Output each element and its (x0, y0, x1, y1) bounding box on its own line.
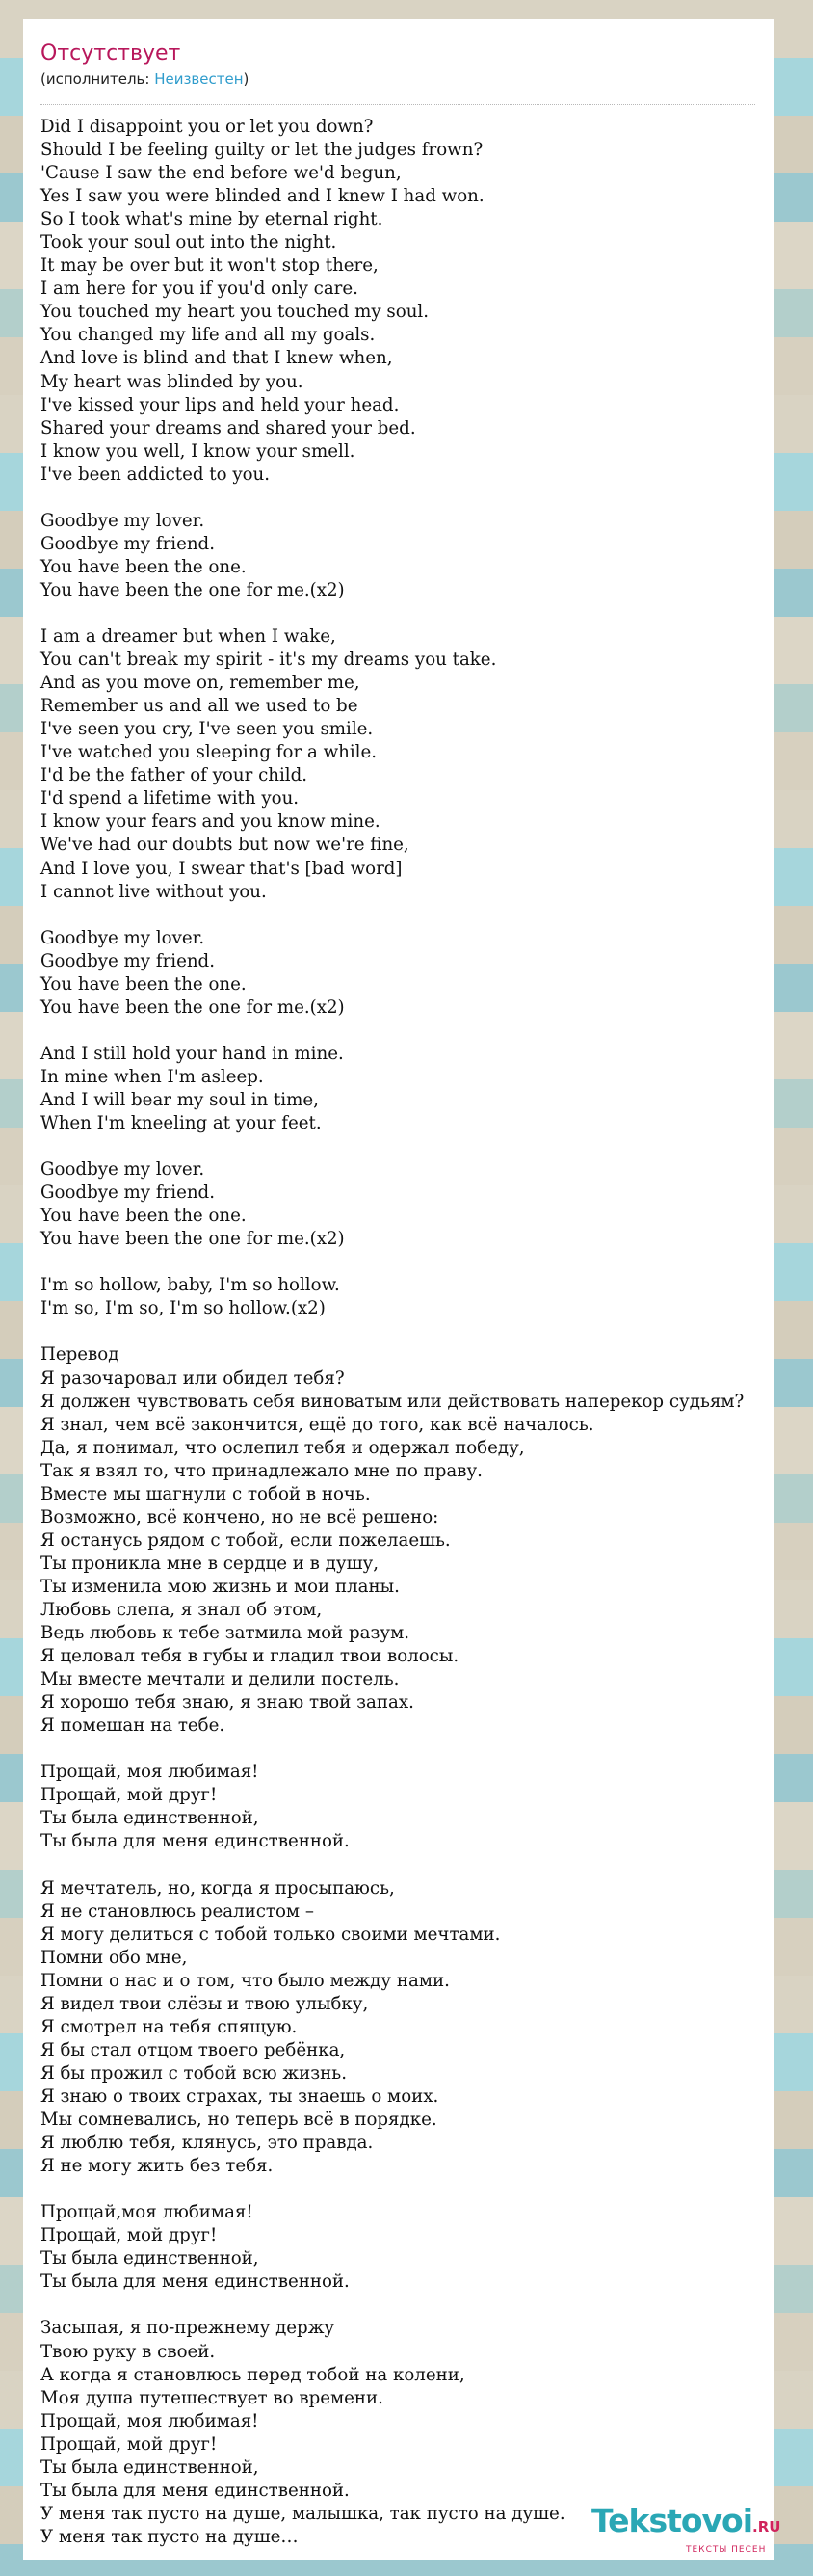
lyric-line: Ты была единственной, (40, 2456, 259, 2478)
lyric-line: Прощай, моя любимая! (40, 1762, 259, 1783)
lyric-line: You changed my life and all my goals. (40, 325, 376, 346)
lyric-line: Помни о нас и о том, что было между нами. (40, 1970, 450, 1991)
logo-wordmark (591, 2502, 781, 2544)
lyric-line: Я бы стал отцом твоего ребёнка, (40, 2039, 346, 2060)
lyric-line: Прощай, мой друг! (40, 2433, 218, 2455)
lyric-line: Помни обо мне, (40, 1947, 188, 1968)
lyric-line: Took your soul out into the night. (40, 232, 337, 253)
stanza-break (40, 1020, 744, 1043)
lyric-line: Should I be feeling guilty or let the judges frown? (40, 140, 484, 161)
lyric-line: I cannot live without you. (40, 881, 267, 902)
logo-suffix: .RU (752, 2518, 781, 2536)
lyric-line: Ты была единственной, (40, 2248, 259, 2270)
lyric-line: I'd spend a lifetime with you. (40, 788, 300, 810)
lyric-line: And love is blind and that I knew when, (40, 348, 393, 369)
song-header (40, 40, 755, 105)
stanza-break (40, 1738, 744, 1761)
lyric-line: Remember us and all we used to be (40, 696, 358, 717)
lyric-line: We've had our doubts but now we're fine, (40, 835, 409, 856)
lyric-line: You have been the one. (40, 1206, 247, 1227)
lyrics-text (40, 116, 744, 2549)
lyric-line: Перевод (40, 1344, 119, 1366)
lyric-line: Я мечтатель, но, когда я просыпаюсь, (40, 1877, 395, 1899)
lyric-line: Goodbye my lover. (40, 510, 205, 531)
lyric-line: Я не могу жить без тебя. (40, 2156, 274, 2177)
lyric-line: Goodbye my friend. (40, 533, 215, 554)
lyric-line: Я бы прожил с тобой всю жизнь. (40, 2062, 347, 2084)
lyric-line: You have been the one. (40, 973, 247, 995)
stanza-break (40, 1320, 744, 1343)
lyric-line: You touched my heart you touched my soul. (40, 302, 430, 323)
lyric-line: I know you well, I know your smell. (40, 440, 355, 462)
lyric-line: Я могу делиться с тобой только своими мечтами. (40, 1924, 501, 1945)
logo-tagline: ТЕКСТЫ ПЕСЕН (686, 2545, 767, 2555)
stanza-break (40, 904, 744, 927)
lyric-line: I've seen you cry, I've seen you smile. (40, 719, 374, 740)
lyric-line: I'd be the father of your child. (40, 765, 308, 786)
lyric-line: You can't break my spirit - it's my dreams you take. (40, 650, 497, 671)
lyric-line: Ты проникла мне в сердце и в душу, (40, 1553, 379, 1574)
site-logo[interactable] (591, 2502, 781, 2555)
lyric-line: Я помешан на тебе. (40, 1715, 225, 1737)
lyric-line: My heart was blinded by you. (40, 371, 303, 392)
lyric-line: Ты изменила мою жизнь и мои планы. (40, 1576, 400, 1597)
lyrics-panel (23, 19, 781, 2560)
lyric-line: Вместе мы шагнули с тобой в ночь. (40, 1483, 371, 1504)
lyric-line: Ты была для меня единственной. (40, 2480, 350, 2501)
lyric-line: Я знаю о твоих страхах, ты знаешь о моих. (40, 2085, 439, 2107)
lyric-line: Ведь любовь к тебе затмила мой разум. (40, 1623, 409, 1644)
lyric-line: Shared your dreams and shared your bed. (40, 417, 416, 438)
lyric-line: I am a dreamer but when I wake, (40, 626, 336, 648)
lyric-line: And I love you, I swear that's [bad word] (40, 858, 403, 879)
lyric-line: Goodbye my friend. (40, 950, 215, 971)
lyric-line: I've been addicted to you. (40, 464, 271, 485)
lyric-line: Я хорошо тебя знаю, я знаю твой запах. (40, 1692, 414, 1713)
lyric-line: Я знал, чем всё закончится, ещё до того, как всё началось. (40, 1414, 594, 1435)
lyric-line: Возможно, всё кончено, но не всё решено: (40, 1506, 439, 1527)
stanza-break (40, 602, 744, 625)
lyric-line: Я должен чувствовать себя виноватым или действовать наперекор судьям? (40, 1391, 745, 1412)
lyric-line: Твою руку в своей. (40, 2341, 216, 2362)
lyric-line: У меня так пусто на душе… (40, 2526, 299, 2547)
lyric-line: You have been the one. (40, 556, 247, 577)
lyric-line: Моя душа путешествует во времени. (40, 2387, 383, 2408)
logo-name: Tekstovoi (591, 2502, 753, 2539)
lyric-line: When I'm kneeling at your feet. (40, 1113, 322, 1134)
lyric-line: Goodbye my lover. (40, 1159, 205, 1181)
lyric-line: Ты была единственной, (40, 1808, 259, 1829)
artist-link[interactable]: Неизвестен (154, 70, 244, 88)
lyric-line: Я разочаровал или обидел тебя? (40, 1368, 345, 1389)
lyric-line: It may be over but it won't stop there, (40, 255, 379, 277)
lyric-line: Любовь слепа, я знал об этом, (40, 1600, 323, 1620)
lyric-line: You have been the one for me.(x2) (40, 579, 345, 600)
lyric-line: Я видел твои слёзы и твою улыбку, (40, 1993, 369, 2014)
lyric-line: Ты была для меня единственной. (40, 1831, 350, 1852)
lyric-line: Прощай, моя любимая! (40, 2410, 259, 2431)
lyric-line: I've watched you sleeping for a while. (40, 742, 378, 763)
lyric-line: Goodbye my friend. (40, 1182, 215, 1204)
lyric-line: Мы сомневались, но теперь всё в порядке. (40, 2110, 437, 2131)
artist-prefix: (исполнитель: (40, 70, 155, 88)
artist-suffix: ) (243, 70, 249, 88)
lyric-line: Я останусь рядом с тобой, если пожелаешь. (40, 1529, 451, 1551)
lyric-line: Да, я понимал, что ослепил тебя и одержал победу, (40, 1437, 525, 1458)
lyric-line: You have been the one for me.(x2) (40, 1229, 345, 1250)
lyric-line: Я люблю тебя, клянусь, это правда. (40, 2133, 374, 2154)
song-title: Отсутствует (40, 41, 181, 66)
lyric-line: 'Cause I saw the end before we'd begun, (40, 163, 402, 184)
stanza-break (40, 1135, 744, 1158)
lyric-line: Я смотрел на тебя спящую. (40, 2016, 298, 2037)
lyric-line: Прощай,моя любимая! (40, 2202, 253, 2223)
stanza-break (40, 1251, 744, 1274)
stanza-break (40, 1854, 744, 1877)
lyric-line: So I took what's mine by eternal right. (40, 209, 383, 230)
lyric-line: I've kissed your lips and held your head. (40, 394, 400, 415)
lyric-line: And as you move on, remember me, (40, 673, 360, 694)
lyric-line: А когда я становлюсь перед тобой на колени, (40, 2364, 465, 2385)
lyric-line: You have been the one for me.(x2) (40, 996, 345, 1018)
lyric-line: And I will bear my soul in time, (40, 1089, 319, 1110)
lyric-line: Прощай, мой друг! (40, 1785, 218, 1806)
lyric-line: Я целовал тебя в губы и гладил твои волосы. (40, 1646, 459, 1667)
lyric-line: Засыпая, я по-прежнему держу (40, 2318, 335, 2339)
lyric-line: Yes I saw you were blinded and I knew I had won. (40, 186, 485, 207)
lyric-line: Прощай, мой друг! (40, 2225, 218, 2246)
lyric-line: Ты была для меня единственной. (40, 2271, 350, 2293)
stanza-break (40, 2178, 744, 2201)
lyric-line: I'm so, I'm so, I'm so hollow.(x2) (40, 1298, 326, 1319)
lyric-line: I'm so hollow, baby, I'm so hollow. (40, 1275, 340, 1296)
lyric-line: У меня так пусто на душе, малышка, так пусто на душе. (40, 2503, 565, 2524)
lyric-line: And I still hold your hand in mine. (40, 1043, 344, 1064)
stanza-break (40, 2294, 744, 2317)
lyric-line: I am here for you if you'd only care. (40, 279, 358, 300)
lyric-line: Мы вместе мечтали и делили постель. (40, 1669, 400, 1690)
lyric-line: I know your fears and you know mine. (40, 811, 380, 833)
lyric-line: Так я взял то, что принадлежало мне по праву. (40, 1460, 483, 1481)
lyric-line: Did I disappoint you or let you down? (40, 117, 374, 137)
stanza-break (40, 487, 744, 510)
lyric-line: Я не становлюсь реалистом – (40, 1900, 314, 1922)
artist-line (40, 69, 755, 89)
lyric-line: In mine when I'm asleep. (40, 1066, 264, 1087)
lyric-line: Goodbye my lover. (40, 927, 205, 948)
